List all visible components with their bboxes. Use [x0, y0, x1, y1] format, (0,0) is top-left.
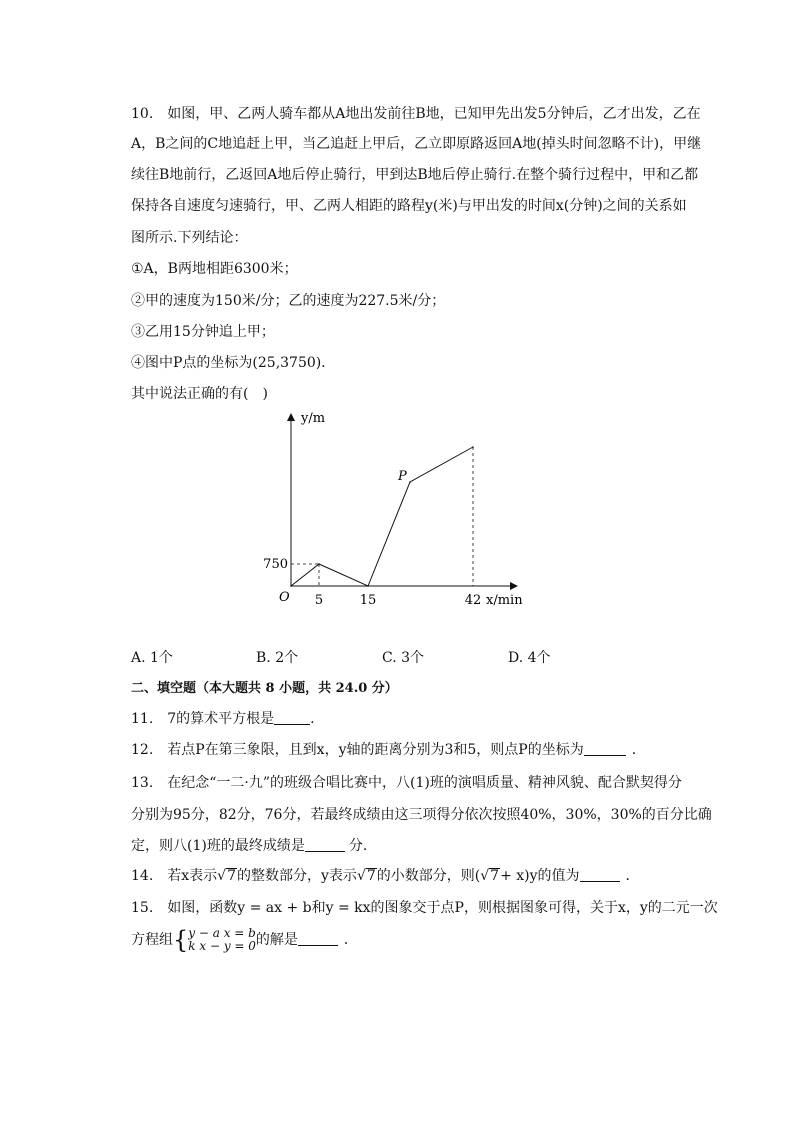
- q13-answer-blank[interactable]: [305, 837, 345, 852]
- option-d[interactable]: D. 4个: [508, 650, 551, 666]
- equation-2: k x − y = 0: [188, 939, 256, 953]
- q12-text: 12. 若点P在第三象限，且到x，y轴的距离分别为3和5，则点P的坐标为: [131, 742, 584, 758]
- q11-end: .: [310, 711, 315, 727]
- q13-end: 分.: [348, 838, 368, 854]
- q14-b: 的整数部分，y表示: [237, 868, 357, 884]
- q14-a: 14. 若x表示: [131, 868, 218, 884]
- q11-text: 11. 7的算术平方根是: [131, 711, 275, 727]
- q13-line-2: 分别为95分，82分，76分，若最终成绩由这三项得分依次按照40%，30%，30%的百分比确: [131, 807, 712, 823]
- q13-line-1: 13. 在纪念“一二·九”的班级合唱比赛中，八(1)班的演唱质量、精神风貌、配合默契得分: [131, 775, 682, 791]
- q10-line-5: 图所示.下列结论：: [131, 230, 248, 246]
- q15-end: ．: [343, 932, 358, 948]
- q15-line-1: 15. 如图，函数y = ax + b和y = kx的图象交于点P，则根据图象可得，关于x，y的二元一次: [131, 900, 718, 916]
- option-b[interactable]: B. 2个: [256, 650, 299, 666]
- origin-label: O: [279, 590, 290, 605]
- x-tick-label-5: 5: [314, 593, 324, 608]
- option-c[interactable]: C. 3个: [382, 650, 425, 666]
- q10-line-2: A，B之间的C地追赶上甲，当乙追赶上甲后，乙立即原路返回A地(掉头时间忽略不计)，甲继: [131, 136, 702, 152]
- q11: [131, 709, 315, 729]
- data-point-2: [367, 585, 369, 587]
- x-tick-label-42: 42: [464, 593, 482, 608]
- q15-line-2: [131, 926, 358, 954]
- q13-line-3-text: 定，则八(1)班的最终成绩是: [131, 838, 305, 854]
- y-axis-label: y/m: [301, 411, 326, 426]
- data-point-3: [409, 481, 411, 483]
- equation-system: [188, 927, 256, 953]
- q14: [131, 866, 640, 886]
- x-tick-label-15: 15: [359, 593, 377, 608]
- option-a[interactable]: A. 1个: [131, 650, 173, 666]
- x-axis-label: x/min: [486, 593, 523, 608]
- q10-statement-2: ②甲的速度为150米/分；乙的速度为227.5米/分；: [131, 293, 446, 309]
- q15-answer-blank[interactable]: [298, 931, 338, 946]
- q12-end: ．: [631, 742, 646, 758]
- left-brace: {: [173, 926, 189, 954]
- q14-d: + x)y的值为: [500, 868, 580, 884]
- sqrt-symbol: √: [356, 868, 366, 884]
- q10-statement-3: ③乙用15分钟追上甲；: [131, 324, 275, 340]
- q15-pre: 方程组: [131, 932, 173, 948]
- q14-answer-blank[interactable]: [580, 867, 620, 882]
- sqrt-symbol: √: [480, 868, 490, 884]
- q10-line-4: 保持各自速度匀速骑行，甲、乙两人相距的路程y(米)与甲出发的时间x(分钟)之间的关系如: [131, 198, 687, 214]
- q15-post: 的解是: [255, 932, 298, 948]
- q10-question: 其中说法正确的有( ): [131, 386, 268, 402]
- q14-sqrt-3: 7: [490, 868, 500, 884]
- q10-line-1: 10. 如图，甲、乙两人骑车都从A地出发前往B地，已知甲先出发5分钟后，乙才出发，乙在: [131, 106, 701, 122]
- q10-statement-1: ①A，B两地相距6300米；: [131, 261, 298, 277]
- q14-sqrt-2: 7: [366, 868, 376, 884]
- equation-1: y − a x = b: [188, 926, 256, 940]
- y-tick-label-750: 750: [263, 557, 288, 572]
- sqrt-symbol: √: [217, 868, 227, 884]
- q12-answer-blank[interactable]: [584, 741, 626, 756]
- q14-end: ．: [625, 868, 640, 884]
- q10-statement-4: ④图中P点的坐标为(25,3750)．: [131, 355, 336, 371]
- point-p-label: P: [398, 469, 407, 484]
- series-line: [291, 447, 473, 586]
- q11-answer-blank[interactable]: [274, 710, 310, 725]
- q14-c: 的小数部分，则(: [376, 868, 481, 884]
- distance-time-chart: [263, 405, 526, 615]
- data-point-0: [290, 585, 292, 587]
- q10-line-3: 续往B地前行，乙返回A地后停止骑行，甲到达B地后停止骑行.在整个骑行过程中，甲和乙都: [131, 167, 699, 183]
- q13-line-3: [131, 836, 367, 856]
- q12: [131, 740, 646, 760]
- q14-sqrt-1: 7: [227, 868, 237, 884]
- section-2-title: 二、填空题（本大题共 8 小题，共 24.0 分）: [131, 681, 398, 696]
